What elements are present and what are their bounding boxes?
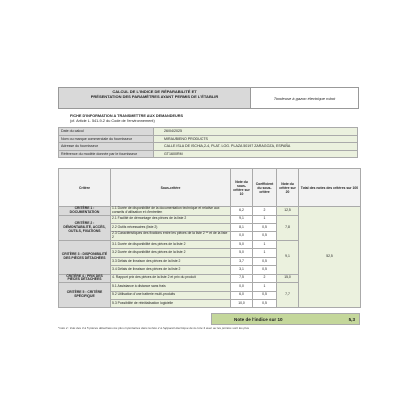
subcriterion-label: 4. Rapport prix des pièces de la liste 2 et prix du produit bbox=[111, 274, 231, 283]
subcriterion-label: 2.1 Facilité de démontage des pièces de la liste 2 bbox=[111, 215, 231, 223]
subcriterion-label: 3.3 Délais de livraison des pièces de la liste 2 bbox=[111, 257, 231, 265]
header-line-1: CALCUL DE L'INDICE DE RÉPARABILITÉ ET bbox=[112, 89, 197, 94]
subcriterion-note: 6,0 bbox=[231, 291, 253, 299]
subcriterion-label: 3.1 Durée de disponibilité des pièces de la liste 2 bbox=[111, 240, 231, 248]
subcriterion-coeff: 1 bbox=[253, 249, 277, 257]
subcriterion-note: 5,0 bbox=[231, 240, 253, 248]
subcriterion-label: 2.3 Caractéristiques des fixations entre les pièces de la liste 2 ** et de la liste 2 bbox=[111, 232, 231, 241]
subcriterion-coeff: 0,5 bbox=[253, 257, 277, 265]
col-note-critere: Note du critère sur 20 bbox=[277, 169, 299, 207]
col-note-sous-critere: Note du sous-critère sur 10 bbox=[231, 169, 253, 207]
footnote: *note 2 : liste des 3 à 5 pièces détachées les plus importantes dans la liste 2 à l'appareil électrique de la note 3 avec au les pointes sont les plus bbox=[58, 326, 250, 330]
subcriterion-label: 5.2 Utilisation d'une batterie multi-produits bbox=[111, 291, 231, 299]
total-note: 52,5 bbox=[299, 207, 361, 308]
col-total: Total des notes des critères sur 100 bbox=[299, 169, 361, 207]
criterion-name: CRITÈRE 1 : DOCUMENTATION bbox=[59, 207, 111, 216]
subcriterion-note: 0,0 bbox=[231, 232, 253, 241]
info-key: Nom ou marque commerciale du fournisseur bbox=[59, 135, 154, 143]
subcriterion-label: 5.1 Assistance à distance sans frais bbox=[111, 283, 231, 291]
criterion-name: CRITÈRE 2 : DÉMONTABILITÉ, ACCÈS, OUTILS, FIXATIONS bbox=[59, 215, 111, 240]
subcriterion-coeff: 0,5 bbox=[253, 232, 277, 241]
info-value: GT1600RM bbox=[154, 150, 358, 158]
criterion-name: CRITÈRE 4 : PRIX DES PIÈCES DÉTACHÉES bbox=[59, 274, 111, 283]
criterion-note: 15,0 bbox=[277, 274, 299, 283]
criterion-note: 12,5 bbox=[277, 207, 299, 216]
repairability-table bbox=[58, 168, 361, 308]
subcriterion-note: 0,0 bbox=[231, 283, 253, 291]
subcriterion-label: 2.2 Outils nécessaires (liste 2) bbox=[111, 223, 231, 231]
info-row bbox=[59, 150, 358, 158]
subcriterion-label: 3.4 Délais de livraison des pièces de la liste 2 bbox=[111, 266, 231, 274]
subcriterion-label: 5.3 Possibilité de réinitialisation logicielle bbox=[111, 299, 231, 307]
subcriterion-coeff: 0,5 bbox=[253, 299, 277, 307]
info-row bbox=[59, 128, 358, 136]
subcriterion-note: 6,2 bbox=[231, 207, 253, 216]
subcriterion-label: 1.1 Durée de disponibilité de la documentation technique et relative aux conseils d'utilisation et d'entretien bbox=[111, 207, 231, 216]
final-index-label: Note de l'indice sur 10 bbox=[234, 317, 283, 322]
subcriterion-coeff: 0,5 bbox=[253, 266, 277, 274]
info-row bbox=[59, 135, 358, 143]
subcriterion-note: 5,0 bbox=[231, 249, 253, 257]
info-value: 26/04/2025 bbox=[154, 128, 358, 136]
fiche-title-block bbox=[70, 114, 370, 124]
final-index-row bbox=[211, 313, 360, 325]
subcriterion-note: 9,1 bbox=[231, 215, 253, 223]
subcriterion-coeff: 0,5 bbox=[253, 223, 277, 231]
final-index-value: 5,3 bbox=[348, 317, 355, 322]
header-line-2: PRÉSENTATION DES PARAMÈTRES AYANT PERMIS DE L'ÉTABLIR bbox=[90, 94, 219, 100]
info-row bbox=[59, 143, 358, 151]
subcriterion-label: 3.2 Durée de disponibilité des pièces de la liste 2 bbox=[111, 249, 231, 257]
subcriterion-coeff: 1 bbox=[253, 283, 277, 291]
criterion-note: 7,7 bbox=[277, 283, 299, 308]
subcriterion-note: 8,1 bbox=[231, 223, 253, 231]
info-value: CALLE ISLA DE ISCHIA,2-4, PLAT. LOG. PLAZA 50197 ZARAGOZA, ESPAÑA bbox=[154, 143, 358, 151]
supplier-info-table bbox=[58, 127, 358, 158]
product-type: Tondeuse à gazon électrique robot bbox=[251, 87, 359, 109]
col-critere: Critère bbox=[59, 169, 111, 207]
info-key: Date du calcul bbox=[59, 128, 154, 136]
table-row bbox=[59, 207, 361, 216]
table-header-row bbox=[59, 169, 361, 207]
subcriterion-coeff: 1 bbox=[253, 215, 277, 223]
subcriterion-note: 7,5 bbox=[231, 274, 253, 283]
report-header bbox=[58, 87, 251, 109]
subcriterion-note: 3,7 bbox=[231, 257, 253, 265]
subcriterion-coeff: 0,5 bbox=[253, 291, 277, 299]
col-sous-critere: Sous-critère bbox=[111, 169, 231, 207]
subcriterion-coeff: 2 bbox=[253, 274, 277, 283]
fiche-title: FICHE D'INFORMATION A TRANSMETTRE AUX DEMANDEURS bbox=[70, 114, 184, 118]
subcriterion-note: 3,1 bbox=[231, 266, 253, 274]
subcriterion-coeff: 1 bbox=[253, 240, 277, 248]
fiche-subtitle: (cf. Article L. 541-9-2 du Code de l'environnement) bbox=[70, 119, 155, 123]
subcriterion-note: 10,0 bbox=[231, 299, 253, 307]
criterion-note: 9,1 bbox=[277, 240, 299, 274]
info-key: Adresse du fournisseur bbox=[59, 143, 154, 151]
criterion-name: CRITÈRE 5 : CRITÈRE SPÉCIFIQUE bbox=[59, 283, 111, 308]
info-key: Référence du modèle donnée par le fournisseur bbox=[59, 150, 154, 158]
criterion-name: CRITÈRE 3 : DISPONIBILITÉ DES PIÈCES DÉTACHÉES bbox=[59, 240, 111, 274]
subcriterion-coeff: 2 bbox=[253, 207, 277, 216]
col-coefficient: Coefficient du sous-critère bbox=[253, 169, 277, 207]
criterion-note: 7,8 bbox=[277, 215, 299, 240]
info-value: MIRAUBIENO PRODUCTS bbox=[154, 135, 358, 143]
